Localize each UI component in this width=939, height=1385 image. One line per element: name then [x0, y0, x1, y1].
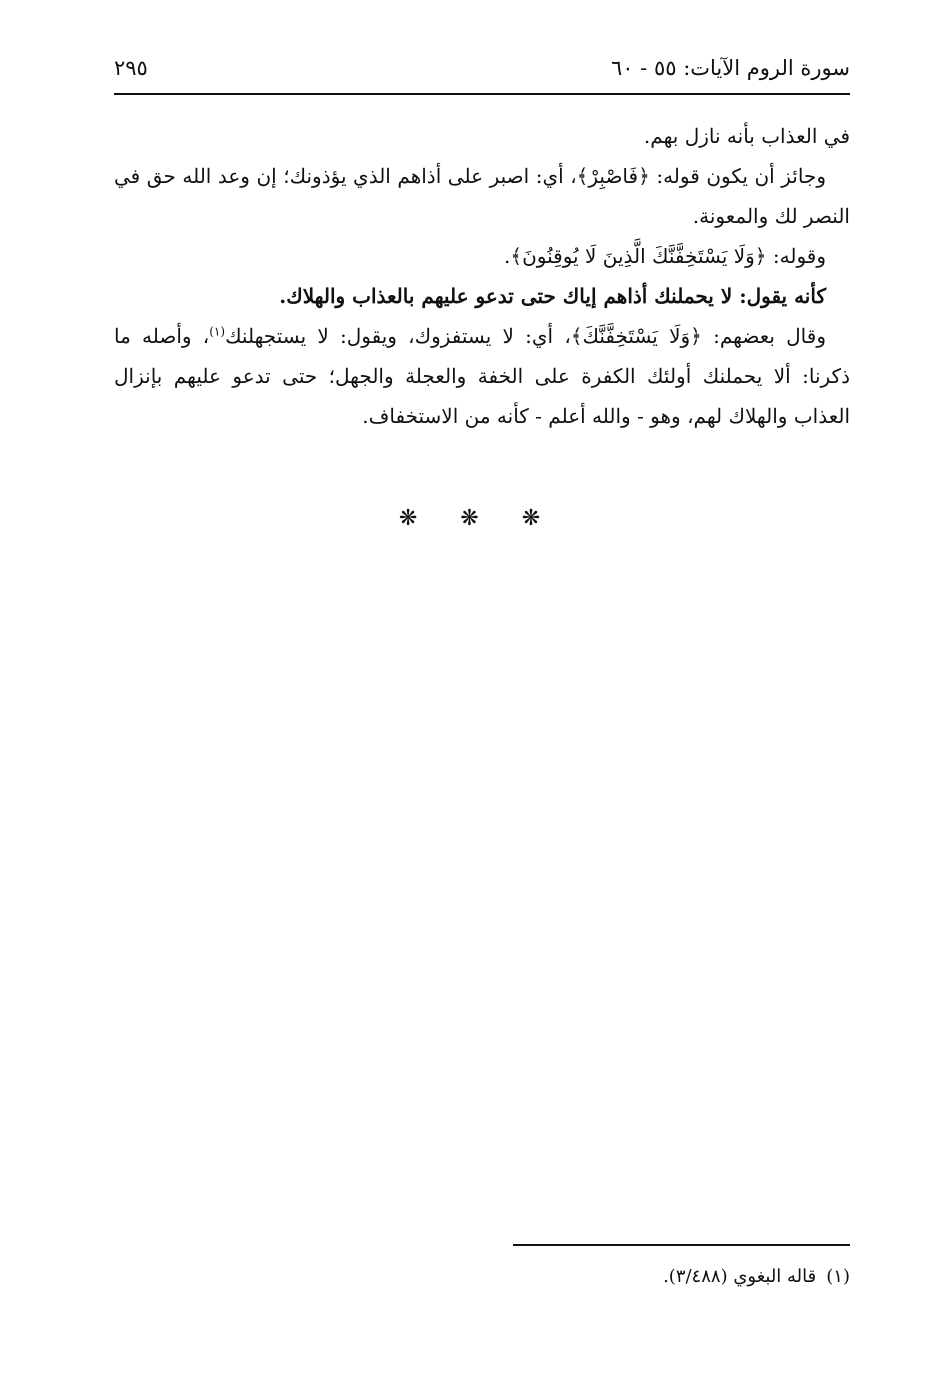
- footnote-reference-1[interactable]: (١): [209, 324, 226, 339]
- separator-star-icon: ❋: [521, 506, 541, 531]
- separator-star-icon: ❋: [398, 506, 418, 531]
- paragraph-3-end: .: [504, 244, 511, 268]
- paragraph-3: [114, 236, 850, 276]
- footnote-number: (١): [826, 1266, 850, 1287]
- header-divider: [114, 93, 850, 95]
- section-separator: [0, 506, 939, 531]
- quran-quote-la-yastakhiffannaka: ﴿وَلَا يَسْتَخِفَّنَّكَ﴾: [570, 324, 702, 348]
- paragraph-1-text: في العذاب بأنه نازل بهم.: [643, 124, 850, 148]
- quran-quote-la-yastakhiffannaka-full: ﴿وَلَا يَسْتَخِفَّنَّكَ الَّذِينَ لَا يُوقِنُونَ﴾: [510, 244, 767, 268]
- paragraph-5-lead: وقال بعضهم:: [701, 324, 826, 348]
- paragraph-2: [114, 156, 850, 236]
- paragraph-4-text: كأنه يقول: لا يحملنك أذاهم إياك حتى تدعو عليهم بالعذاب والهلاك.: [279, 284, 826, 308]
- paragraph-2-lead: وجائز أن يكون قوله:: [649, 164, 826, 188]
- footnote-1: [114, 1262, 850, 1292]
- footnote-text: قاله البغوي (٣/٤٨٨).: [663, 1266, 817, 1287]
- page-header: [114, 52, 850, 92]
- paragraph-2-rest: ، أي: اصبر على أذاهم الذي يؤذونك؛ إن وعد الله حق في النصر لك والمعونة.: [114, 164, 850, 228]
- paragraph-5-rest: ، وأصله ما ذكرنا: ألا يحملنك أولئك الكفرة على الخفة والعجلة والجهل؛ حتى تدعو عليهم بإنزال العذاب والهلاك لهم، وهو - والله أعلم - كأنه من الاستخفاف.: [114, 324, 850, 428]
- paragraph-5-middle: ، أي: لا يستفزوك، ويقول: لا يستجهلنك: [225, 324, 571, 348]
- paragraph-1: [114, 116, 850, 156]
- separator-star-icon: ❋: [460, 506, 479, 531]
- paragraph-4: [114, 276, 850, 316]
- main-text: [114, 116, 850, 436]
- paragraph-3-lead: وقوله:: [766, 244, 826, 268]
- paragraph-5: [114, 316, 850, 436]
- footnote-divider: [513, 1244, 850, 1246]
- quran-quote-fasbir: ﴿فَاصْبِرْ﴾: [576, 164, 650, 188]
- running-title: سورة الروم الآيات: ٥٥ - ٦٠: [610, 56, 850, 80]
- page-number: ٢٩٥: [114, 56, 148, 80]
